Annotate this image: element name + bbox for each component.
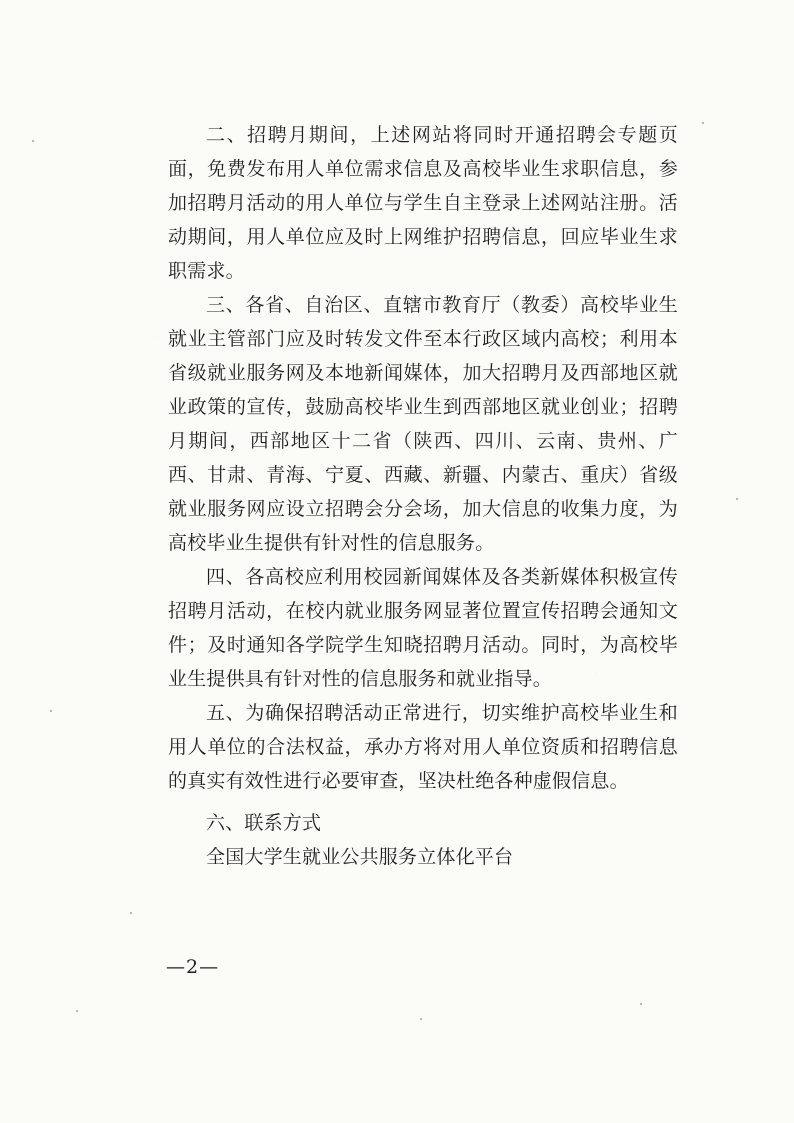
platform-name: 全国大学生就业公共服务立体化平台 bbox=[206, 846, 514, 868]
scan-speck bbox=[420, 1018, 422, 1020]
scan-speck bbox=[736, 498, 738, 500]
scan-speck bbox=[50, 710, 52, 712]
scan-speck bbox=[702, 122, 704, 124]
page-number: —2— bbox=[166, 956, 220, 978]
paragraph-4: 四、各高校应利用校园新闻媒体及各类新媒体积极宣传招聘月活动，在校内就业服务网显著位置宣传招聘会通知文件；及时通知各学院学生知晓招聘月活动。同时，为高校毕业生提供具有针对性的信息服务和就业指导。 bbox=[168, 566, 678, 690]
scan-speck bbox=[76, 1010, 78, 1012]
document-body bbox=[168, 118, 678, 874]
contact-heading: 六、联系方式 bbox=[206, 812, 322, 834]
scan-speck bbox=[130, 912, 132, 914]
paragraph-2: 二、招聘月期间，上述网站将同时开通招聘会专题页面，免费发布用人单位需求信息及高校毕业生求职信息，参加招聘月活动的用人单位与学生自主登录上述网站注册。活动期间，用人单位应及时上网维护招聘信息，回应毕业生求职需求。 bbox=[168, 124, 678, 282]
paragraph-5: 五、为确保招聘活动正常进行，切实维护高校毕业生和用人单位的合法权益，承办方将对用人单位资质和招聘信息的真实有效性进行必要审查，坚决杜绝各种虚假信息。 bbox=[168, 702, 678, 792]
scan-speck bbox=[640, 1003, 642, 1005]
paragraph-3: 三、各省、自治区、直辖市教育厅（教委）高校毕业生就业主管部门应及时转发文件至本行政区域内高校；利用本省级就业服务网及本地新闻媒体，加大招聘月及西部地区就业政策的宣传，鼓励高校毕业生到西部地区就业创业；招聘月期间，西部地区十二省（陕西、四川、云南、贵州、广西、甘肃、青海、宁夏、西藏、新疆、内蒙古、重庆）省级就业服务网应设立招聘会分会场，加大信息的收集力度，为高校毕业生提供有针对性的信息服务。 bbox=[168, 294, 678, 554]
scan-speck bbox=[32, 140, 34, 142]
